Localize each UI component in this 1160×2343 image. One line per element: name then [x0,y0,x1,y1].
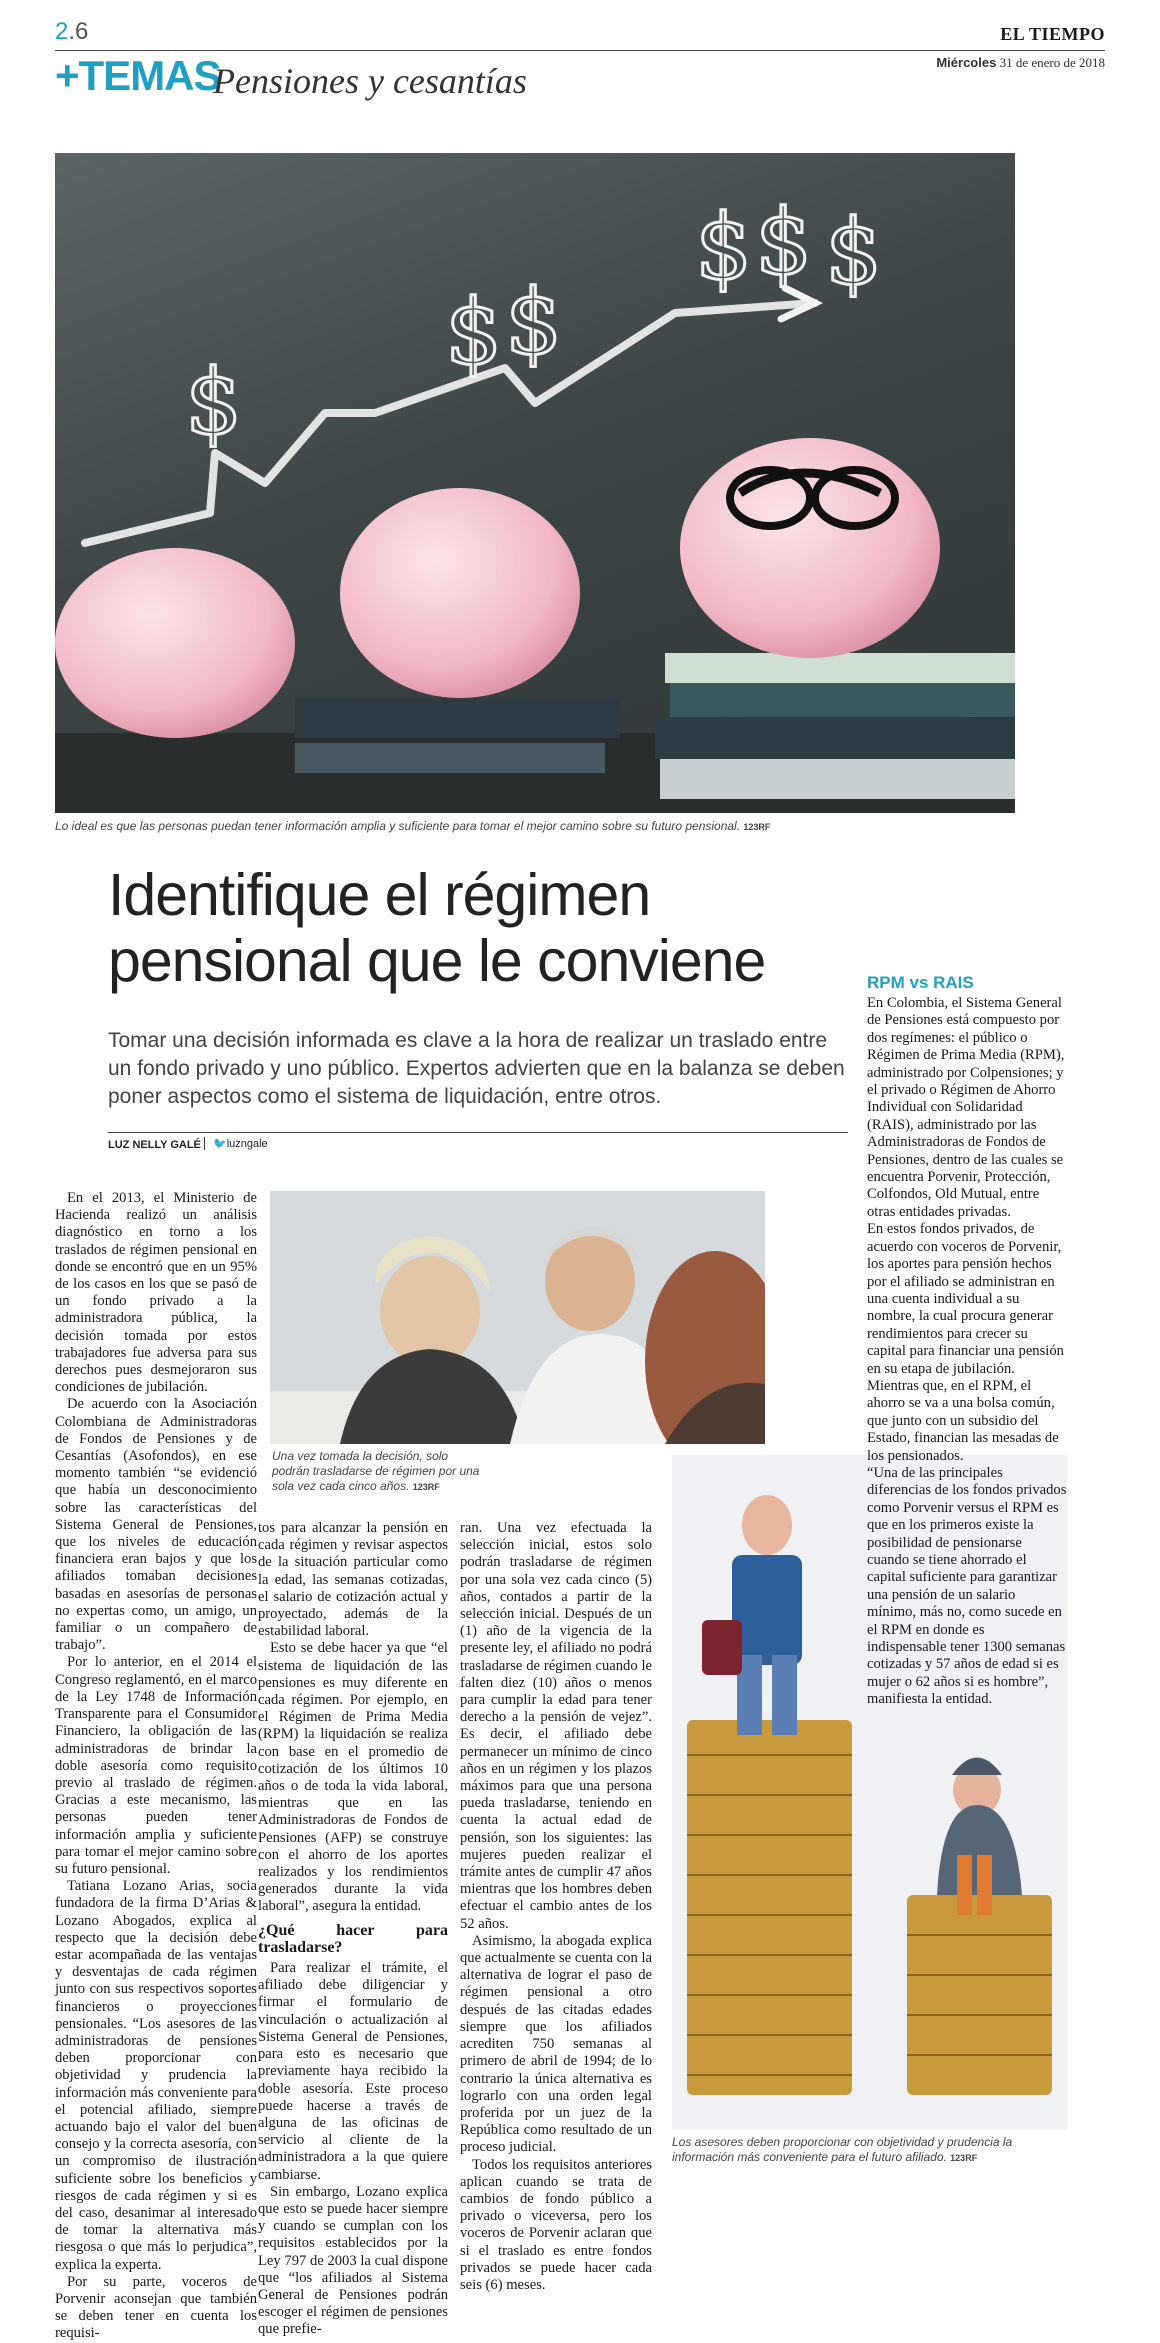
paragraph: Por su parte, voceros de Porvenir aconsejan que también se deben tener en cuenta los requisi- [55,2273,257,2342]
article-column-2 [258,1520,448,2339]
sidebar-paragraph: “Una de las principales diferencias de los fondos privados como Porvenir versus el RPM es que en los primeros existe la posibilidad de pensionarse cuando se tiene ahorrado el capital suficiente para garantizar una pensión de un salario mínimo, más no, como sucede en el RPM en donde es indispensable tener 1300 semanas cotizadas y 57 años de edad si es mujer o 62 años si es hombre”, manifiesta la entidad. [867,1464,1067,1708]
svg-text:$: $ [755,190,813,295]
svg-text:$: $ [695,195,753,300]
svg-text:$: $ [505,270,563,375]
paragraph: ran. Una vez efectuada la selección inicial, estos solo podrán trasladarse de régimen por una sola vez cada cinco (5) años, contados a partir de la selección inicial. Después de un (1) año de la vigencia de la presente ley, el afiliado no podrá trasladarse de régimen cuando le falten diez (10) años o menos para cumplir la edad para tener derecho a la pensión de vejez”. Es decir, el afiliado debe permanecer un mínimo de cinco años en un régimen y los plazos máximos para que una persona pueda trasladarse, teniendo en cuenta la actual edad de pensión, son los siguientes: las mujeres pueden realizar el trámite antes de cumplir 47 años mientras que los hombres deben efectuar el cambio antes de los 52 años. [460,1520,652,1932]
photo2-caption: Una vez tomada la decisión, solo podrán trasladarse de régimen por una sola vez cada cinco años. 123RF [272,1449,480,1493]
paragraph: tos para alcanzar la pensión en cada régimen y revisar aspectos de la situación particular como la edad, las semanas cotizadas, el salario de cotización actual y proyectado, además de la estabilidad laboral. [258,1520,448,1640]
sidebar-title: RPM vs RAIS [867,973,974,992]
sidebar-paragraph: En estos fondos privados, de acuerdo con voceros de Porvenir, los aportes para pensión hechos por el afiliado se administran en una cuenta individual a su nombre, la cual procura generar rendimientos para crecer su capital para financiar una pensión en su etapa de jubilación. Mientras que, en el RPM, el ahorro se va a una bolsa común, que junto con un subsidio del Estado, financian las mesadas de los pensionados. [867,1221,1064,1464]
paragraph: Todos los requisitos anteriores aplican cuando se trata de cambios de fondo público a privado o viceversa, pero los voceros de Porvenir aclaran que si el traslado es entre fondos privados se puede hacer cada seis (6) meses. [460,2156,652,2293]
newspaper-logo: EL TIEMPO [1000,24,1105,44]
author-byline: LUZ NELLY GALÉ [108,1139,201,1151]
section-name: +TEMAS [55,52,221,99]
photo-couple-advisor [270,1191,765,1444]
svg-text:$: $ [445,280,503,385]
sidebar-paragraph: En Colombia, el Sistema General de Pensiones está compuesto por dos regímenes: el público o Régimen de Prima Media (RPM), administrado por Colpensiones; y el privado o Régimen de Ahorro Individual con Solidaridad (RAIS), administrado por las Administradoras de Fondos de Pensiones, dentro de las cuales se encuentra Porvenir, Protección, Colfondos, Old Mutual, entre otras entidades privadas. [867,995,1065,1220]
sidebar-body [867,995,1067,1709]
section-subtitle: Pensiones y cesantías [213,61,527,101]
hero-photo-piggy-banks [55,153,1015,813]
paragraph: Sin embargo, Lozano explica que esto se puede hacer siempre y cuando se cumplan con los requisitos establecidos por la Ley 797 de 2003 la cual dispone que “los afiliados al Sistema General de Pensiones podrán escoger el régimen de pensiones que prefie- [258,2183,448,2338]
article-column-1 [55,1190,257,2343]
subheading: ¿Qué hacer para trasladarse? [258,1921,448,1956]
paragraph: De acuerdo con la Asociación Colombiana de Administradoras de Fondos de Pensiones y de Cesantías (Asofondos), en ese momento también “se evidenció que había un desconocimiento sobre las características del Sistema General de Pensiones, que los niveles de educación financiera eran bajos y que los afiliados tomaban decisiones basadas en asesorías de personas no expertas como, un amigo, un familiar o un compañero de trabajo”. [55,1396,257,1654]
issue-date: Miércoles 31 de enero de 2018 [936,55,1105,70]
photo3-caption: Los asesores deben proporcionar con objetividad y prudencia la información más conveniente para el futuro afiliado. 123RF [672,2135,1013,2164]
paragraph: En el 2013, el Ministerio de Hacienda realizó un análisis diagnóstico en torno a los traslados de régimen pensional en donde se encontró que en un 95% de los casos en los que se pasó de un fondo privado a la administradora pública, la decisión tomada por estos trabajadores fue adversa para sus derechos pues desmejoraron sus condiciones de jubilación. [55,1190,257,1396]
article-column-3 [460,1520,652,2294]
paragraph: Para realizar el trámite, el afiliado debe diligenciar y firmar el formulario de vinculación o actualización al Sistema General de Pensiones, para esto es necesario que previamente haya recibido la doble asesoría. Este proceso puede hacerse a través de alguna de las oficinas de servicio al cliente de la administradora a la que quiere cambiarse. [258,1960,448,2183]
svg-text:$: $ [185,350,243,455]
header-rule [55,50,1105,51]
paragraph: Por lo anterior, en el 2014 el Congreso reglamentó, en el marco de la Ley 1748 de Información Transparente para el Consumidor Financiero, la obligación de las administradoras de brindar la doble asesoría como requisito previo al traslado de régimen. Gracias a este mecanismo, las personas pueden tener información amplia y suficiente para tomar el mejor camino sobre su futuro pensional. [55,1654,257,1877]
article-lead: Tomar una decisión informada es clave a la hora de realizar un traslado entre un fondo privado y uno público. Expertos advierten que en la balanza se deben poner aspectos como el sistema de liquidación, entre otros. [108,1029,845,1108]
article-headline: Identifique el régimen pensional que le conviene [108,862,766,994]
paragraph: Asimismo, la abogada explica que actualmente se cuenta con la alternativa de lograr el paso de régimen pensional a otro después de las citadas edades siempre que los afiliados acrediten 750 semanas al primero de abril de 1994; de lo contrario la única alternativa es lograrlo con una orden legal proferida por un juez de la República como resultado de un proceso judicial. [460,1932,652,2156]
hero-caption: Lo ideal es que las personas puedan tener información amplia y suficiente para tomar el mejor camino sobre su futuro pensional. 123RF [55,819,771,833]
twitter-icon: 🐦 [213,1138,227,1150]
page-number: 2.6 [55,18,89,45]
paragraph: Tatiana Lozano Arias, socia fundadora de la firma D’Arias & Lozano Abogados, explica al respecto que la decisión debe estar acompañada de las ventajas y desventajas de cada régimen junto con sus respectivos soportes financieros o proyecciones pensionales. “Los asesores de las administradoras de pensiones deben proporcionar con objetividad y prudencia la información más conveniente para el potencial afiliado, siempre actuando bajo el valor del buen consejo y la correcta asesoría, con un compromiso de ilustración suficiente sobre los beneficios y riesgos de cada régimen y si es del caso, desanimar al interesado de tomar la alternativa más riesgosa o que más lo perjudica”, explica la experta. [55,1878,257,2273]
paragraph: Esto se debe hacer ya que “el sistema de liquidación de las pensiones es muy diferente en cada régimen. Por ejemplo, en el Régimen de Prima Media (RPM) la liquidación se realiza con base en el promedio de cotización de los últimos 10 años o de toda la vida laboral, mientras que en las Administradoras de Fondos de Pensiones (AFP) se construye con el ahorro de los aportes realizados y los rendimientos generados durante la vida laboral”, asegura la entidad. [258,1640,448,1915]
svg-text:$: $ [825,200,883,305]
byline-rule [108,1132,848,1133]
author-twitter: 🐦luzngale [204,1137,268,1150]
